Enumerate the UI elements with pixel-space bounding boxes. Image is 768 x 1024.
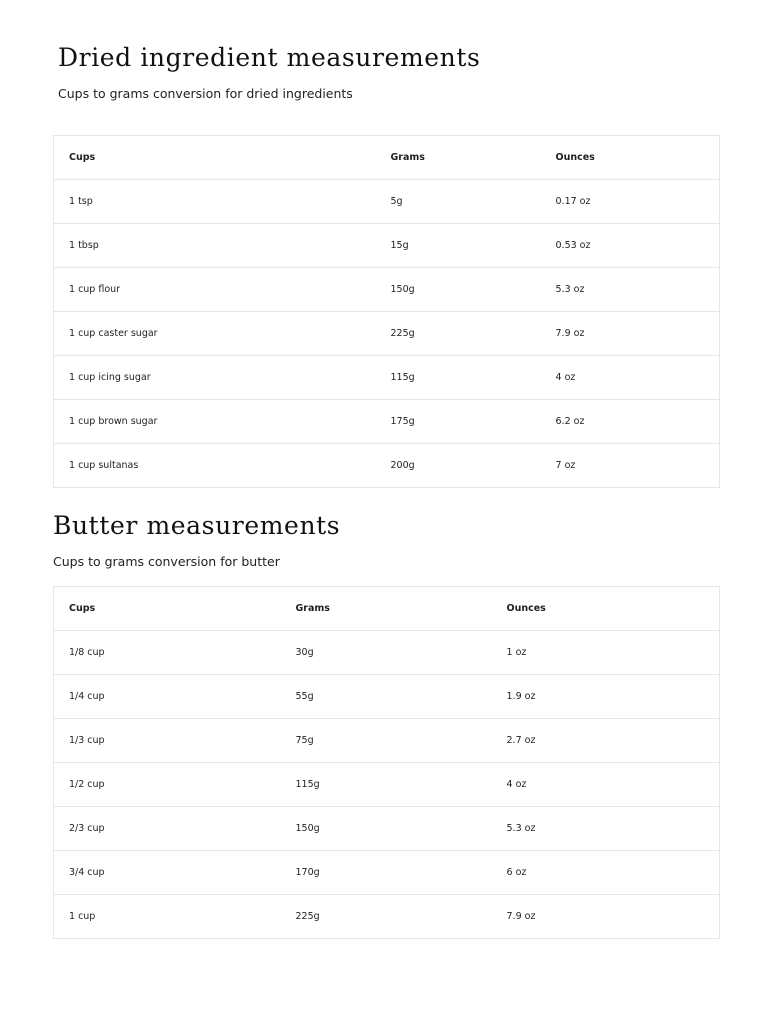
table-header-row	[54, 587, 720, 631]
table-row	[54, 444, 720, 488]
cell-ounces: 4 oz	[492, 763, 720, 807]
cell-ounces: 4 oz	[541, 356, 720, 400]
column-header-cups: Cups	[54, 136, 376, 180]
cell-grams: 150g	[281, 807, 492, 851]
column-header-grams: Grams	[281, 587, 492, 631]
cell-grams: 225g	[281, 895, 492, 939]
cell-ounces: 0.17 oz	[555, 196, 591, 207]
cell-ounces: 7 oz	[541, 444, 720, 488]
cell-ounces: 5.3 oz	[541, 268, 720, 312]
cell-cups: 1 cup brown sugar	[54, 400, 376, 444]
cell-grams: 175g	[376, 400, 541, 444]
cell-ounces: 6 oz	[492, 851, 720, 895]
column-header-grams: Grams	[376, 136, 541, 180]
cell-ounces: 0.53 oz	[541, 224, 720, 268]
cell-cups: 1/4 cup	[54, 675, 281, 719]
cell-cups: 1/3 cup	[54, 719, 281, 763]
cell-cups: 1 tbsp	[54, 224, 376, 268]
cell-cups: 1 cup icing sugar	[54, 356, 376, 400]
table-row	[54, 268, 720, 312]
cell-grams: 75g	[281, 719, 492, 763]
table-row	[54, 400, 720, 444]
dried-section-title: Dried ingredient measurements	[58, 43, 481, 72]
cell-grams: 30g	[295, 647, 314, 658]
cell-ounces: 2.7 oz	[492, 719, 720, 763]
table-row	[54, 631, 720, 675]
table-row	[54, 895, 720, 939]
cell-ounces: 6.2 oz	[541, 400, 720, 444]
table-row	[54, 180, 720, 224]
cell-cups: 2/3 cup	[54, 807, 281, 851]
butter-section-subtitle: Cups to grams conversion for butter	[53, 554, 280, 569]
cell-ounces: 1 oz	[506, 647, 527, 658]
cell-grams: 225g	[376, 312, 541, 356]
cell-grams: 170g	[281, 851, 492, 895]
table-row	[54, 675, 720, 719]
cell-cups: 1 cup caster sugar	[54, 312, 376, 356]
cell-cups: 1 cup	[54, 895, 281, 939]
column-header-cups: Cups	[54, 587, 281, 631]
cell-grams: 150g	[376, 268, 541, 312]
table-row	[54, 719, 720, 763]
butter-conversion-table	[53, 586, 720, 939]
cell-grams: 5g	[390, 196, 403, 207]
table-row	[54, 851, 720, 895]
table-row	[54, 356, 720, 400]
butter-section-title: Butter measurements	[53, 511, 341, 540]
cell-cups: 1 cup flour	[54, 268, 376, 312]
cell-ounces: 1.9 oz	[492, 675, 720, 719]
table-row	[54, 763, 720, 807]
table-row	[54, 224, 720, 268]
column-header-ounces: Ounces	[541, 136, 720, 180]
column-header-ounces: Ounces	[492, 587, 720, 631]
cell-cups: 3/4 cup	[54, 851, 281, 895]
cell-ounces: 7.9 oz	[541, 312, 720, 356]
cell-cups: 1/2 cup	[54, 763, 281, 807]
dried-conversion-table	[53, 135, 720, 488]
cell-cups: 1 tsp	[69, 196, 93, 207]
cell-grams: 200g	[376, 444, 541, 488]
cell-grams: 115g	[376, 356, 541, 400]
cell-grams: 55g	[281, 675, 492, 719]
cell-grams: 15g	[376, 224, 541, 268]
table-row	[54, 312, 720, 356]
dried-section-subtitle: Cups to grams conversion for dried ingredients	[58, 86, 353, 101]
cell-ounces: 7.9 oz	[492, 895, 720, 939]
cell-cups: 1/8 cup	[69, 647, 105, 658]
cell-cups: 1 cup sultanas	[54, 444, 376, 488]
cell-ounces: 5.3 oz	[492, 807, 720, 851]
cell-grams: 115g	[281, 763, 492, 807]
table-row	[54, 807, 720, 851]
table-header-row	[54, 136, 720, 180]
